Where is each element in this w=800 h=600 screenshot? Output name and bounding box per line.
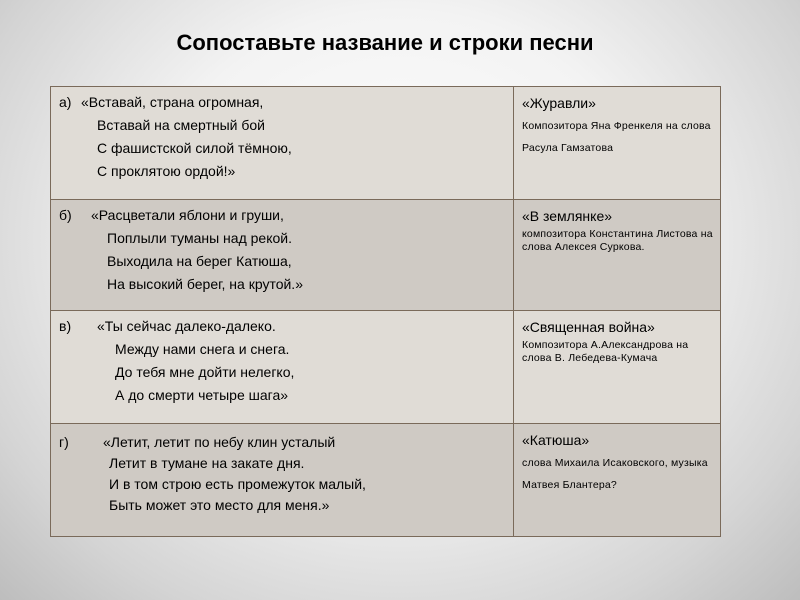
lyric-line: И в том строю есть промежуток малый,: [109, 476, 366, 492]
row-marker: б): [59, 207, 72, 223]
lyric-line: Выходила на берег Катюша,: [107, 253, 292, 269]
lyrics-cell: [51, 87, 514, 200]
song-credit: Композитора Яна Френкеля на слова Расула Гамзатова: [522, 120, 711, 154]
song-info-cell: [514, 311, 721, 424]
song-info-cell: [514, 200, 721, 311]
lyric-line: Вставай на смертный бой: [97, 117, 265, 133]
lyrics-cell: [51, 200, 514, 311]
song-info-cell: [514, 424, 721, 537]
lyric-line: С фашистской силой тёмною,: [97, 140, 292, 156]
page-title: Сопоставьте название и строки песни: [176, 30, 594, 55]
lyric-line: Летит в тумане на закате дня.: [109, 455, 305, 471]
lyric-line: До тебя мне дойти нелегко,: [115, 364, 295, 380]
lyric-line: «Ты сейчас далеко-далеко.: [97, 318, 276, 334]
songs-table: [50, 86, 721, 537]
lyric-line: Поплыли туманы над рекой.: [107, 230, 292, 246]
song-title: «Журавли»: [522, 95, 596, 111]
row-marker: а): [59, 94, 72, 110]
table-row: [51, 424, 721, 537]
lyric-line: Быть может это место для меня.»: [109, 497, 330, 513]
song-title: «Катюша»: [522, 432, 590, 448]
song-credit: Композитора А.Александрова на слова В. Лебедева-Кумача: [522, 339, 689, 364]
lyric-line: «Летит, летит по небу клин усталый: [103, 434, 336, 450]
lyric-line: С проклятою ордой!»: [97, 163, 236, 179]
lyric-line: А до смерти четыре шага»: [115, 387, 289, 403]
song-credit: слова Михаила Исаковского, музыка Матвея Блантера?: [522, 457, 708, 491]
lyrics-cell: [51, 424, 514, 537]
song-title: «В землянке»: [522, 208, 613, 224]
lyric-line: «Расцветали яблони и груши,: [91, 207, 284, 223]
lyric-line: «Вставай, страна огромная,: [81, 94, 264, 110]
song-credit: композитора Константина Листова на слова Алексея Суркова.: [522, 228, 713, 253]
song-title: «Священная война»: [522, 319, 655, 335]
song-info-cell: [514, 87, 721, 200]
table-row: [51, 311, 721, 424]
lyric-line: На высокий берег, на крутой.»: [107, 276, 303, 292]
row-marker: в): [59, 318, 72, 334]
table-row: [51, 87, 721, 200]
lyrics-cell: [51, 311, 514, 424]
lyric-line: Между нами снега и снега.: [115, 341, 290, 357]
table-row: [51, 200, 721, 311]
row-marker: г): [59, 434, 69, 450]
